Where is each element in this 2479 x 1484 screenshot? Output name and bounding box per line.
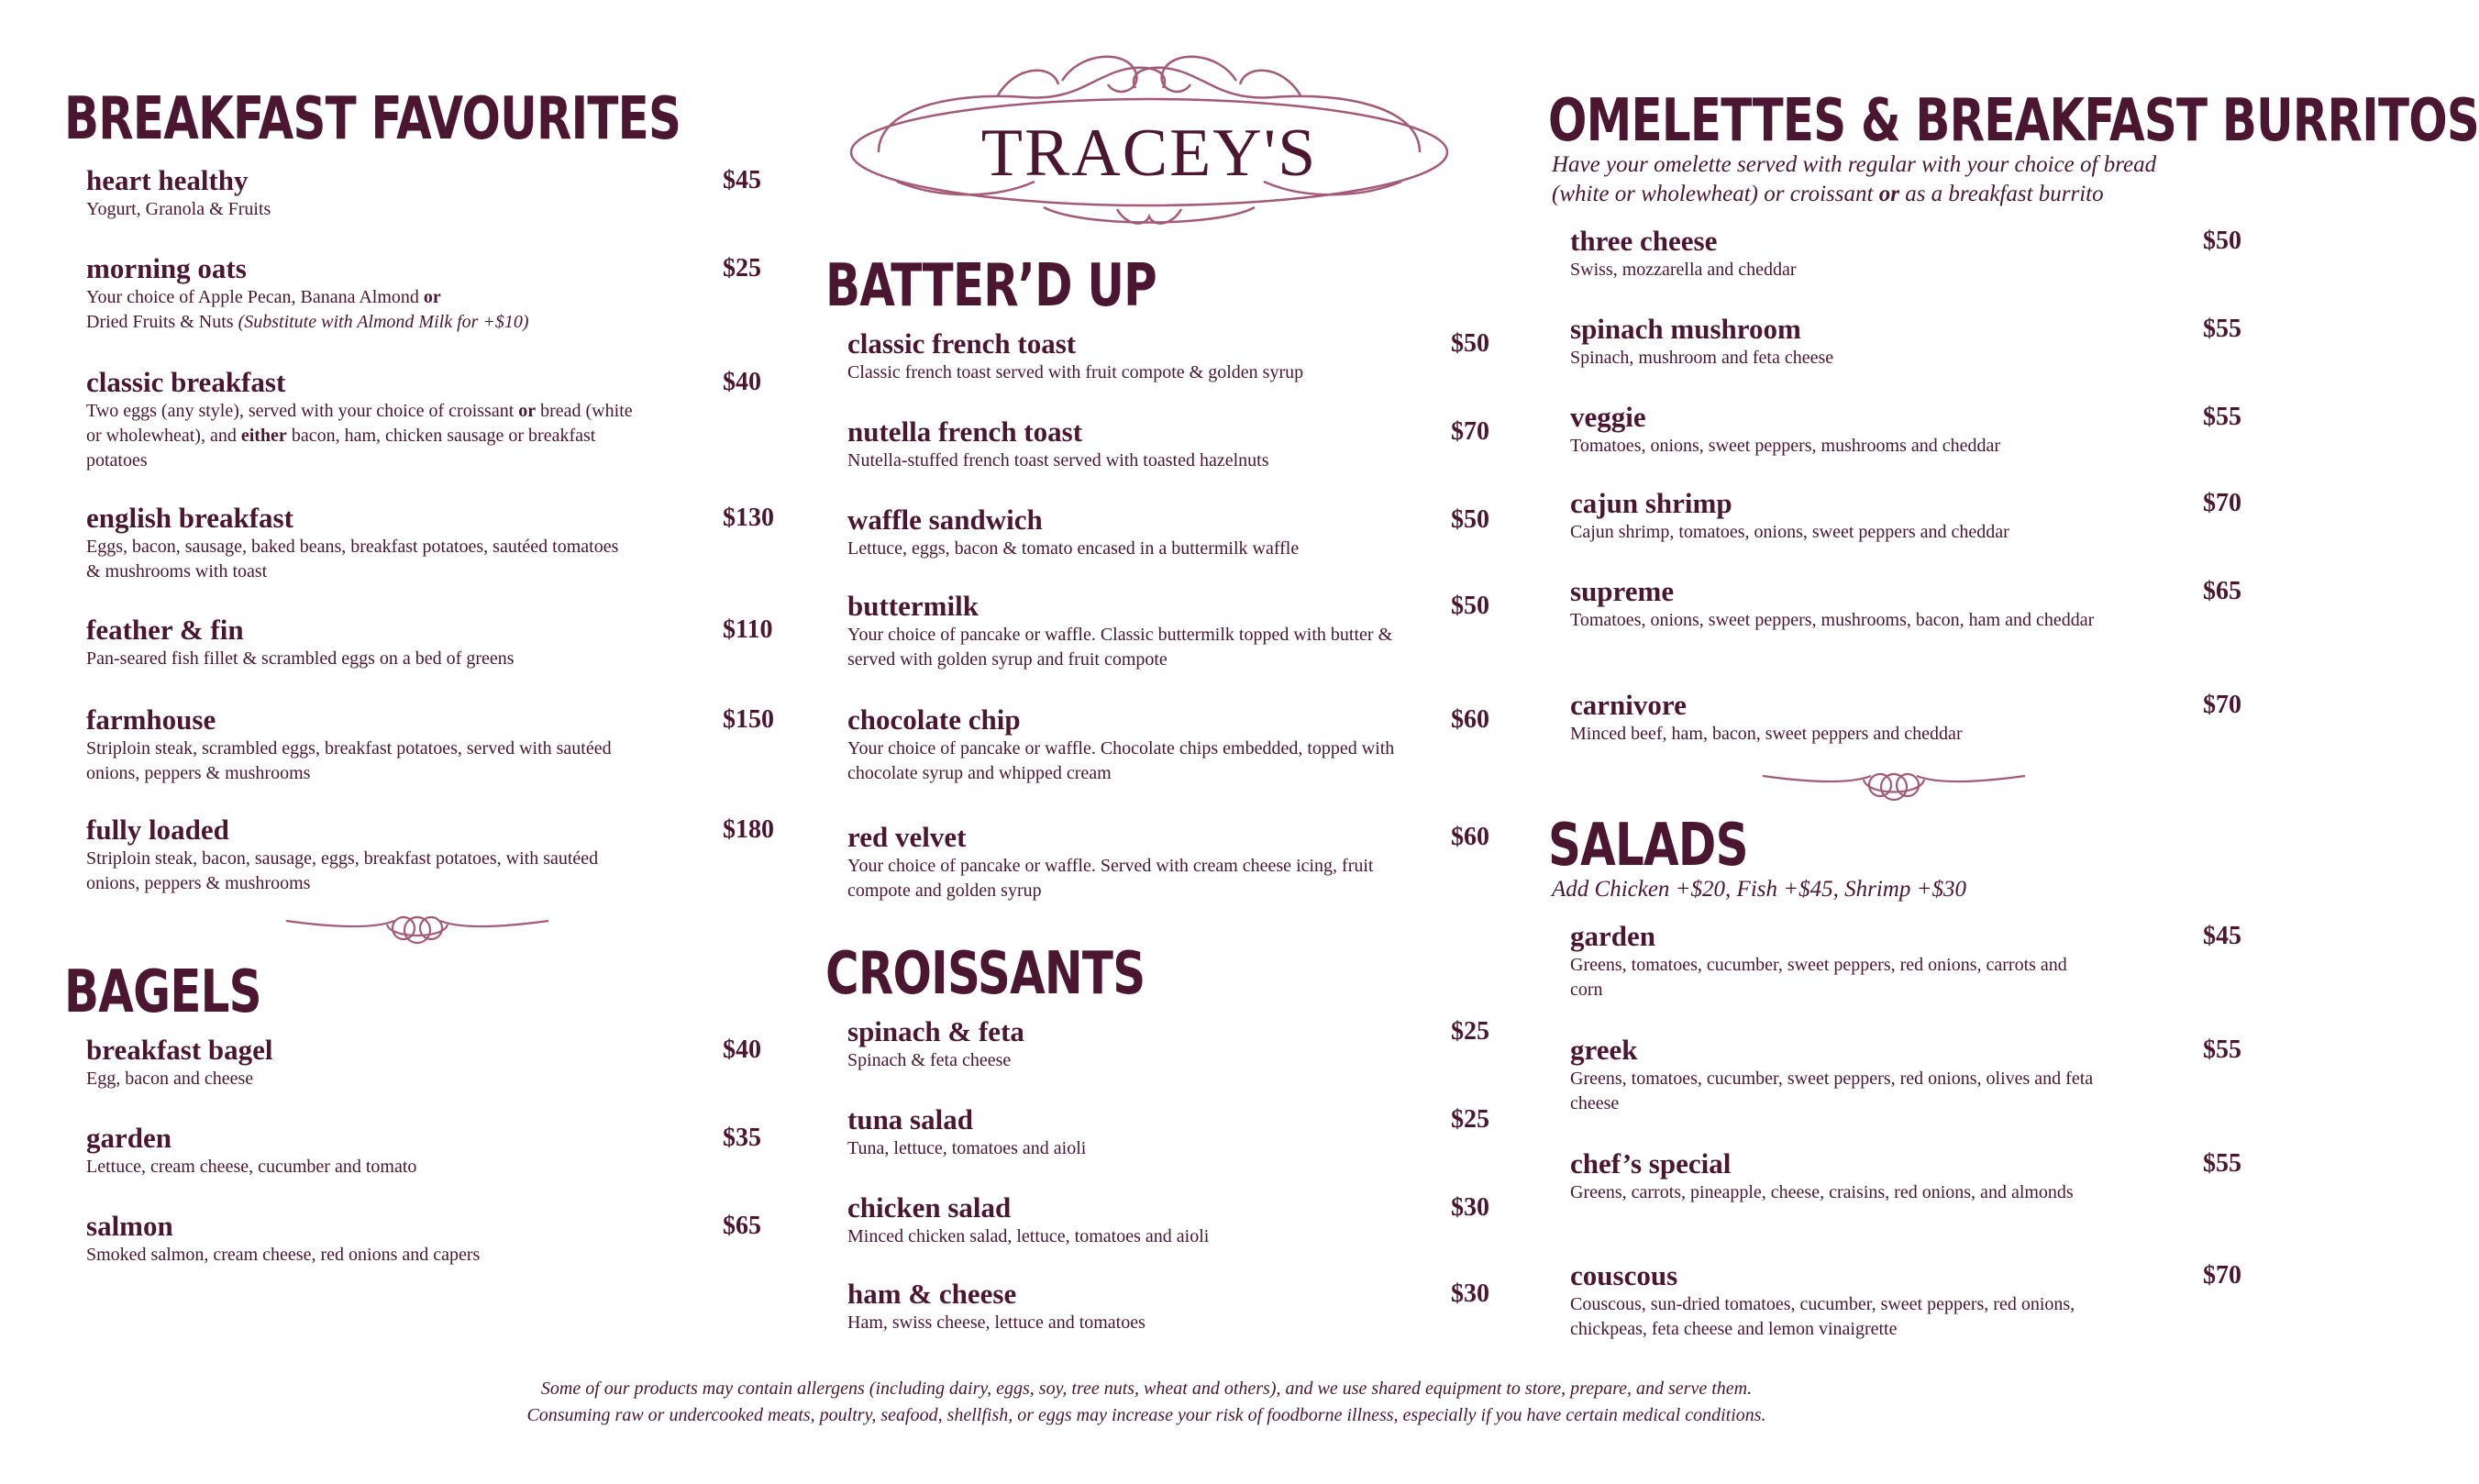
section-title-breakfast: BREAKFAST FAVOURITES — [64, 85, 681, 153]
item-price: $65 — [723, 1212, 761, 1240]
menu-item-red-velvet — [847, 821, 1489, 903]
item-description: Spinach & feta cheese — [847, 1050, 1012, 1070]
item-name: breakfast bagel — [86, 1034, 273, 1066]
divider-flourish-icon — [1761, 767, 2027, 807]
item-description: Greens, tomatoes, cucumber, sweet peppers, red onions, olives and feta cheese — [1570, 1069, 2094, 1113]
divider-flourish-icon — [284, 908, 550, 948]
item-name: garden — [86, 1122, 172, 1154]
menu-item-heart-healthy — [86, 164, 761, 222]
item-description: Lettuce, cream cheese, cucumber and tomato — [86, 1157, 417, 1177]
item-price: $70 — [2203, 691, 2241, 719]
item-price: $55 — [2203, 1035, 2241, 1064]
item-description: Striploin steak, bacon, sausage, eggs, breakfast potatoes, with sautéed onions, peppers & mushrooms — [86, 848, 599, 893]
menu-item-buttermilk — [847, 590, 1489, 672]
menu-item-garden-salad — [1570, 920, 2241, 1002]
item-price: $70 — [2203, 489, 2241, 517]
item-description: Two eggs (any style), served with your choice of croissant or bread (white or wholewheat), and either bacon, ham, chicken sausage or breakfast potatoes — [86, 401, 633, 471]
menu-item-english-breakfast — [86, 502, 774, 584]
item-description: Lettuce, eggs, bacon & tomato encased in a buttermilk waffle — [847, 538, 1300, 559]
item-description: Eggs, bacon, sausage, baked beans, breakfast potatoes, sautéed tomatoes & mushrooms with toast — [86, 537, 619, 581]
item-description: Greens, carrots, pineapple, cheese, craisins, red onions, and almonds — [1570, 1182, 2074, 1202]
item-description: Spinach, mushroom and feta cheese — [1570, 348, 1834, 368]
item-price: $70 — [1451, 417, 1489, 446]
menu-item-carnivore — [1570, 689, 2241, 747]
item-name: three cheese — [1570, 225, 1718, 257]
item-name: farmhouse — [86, 703, 216, 736]
section-title-croissants: CROISSANTS — [825, 940, 1145, 1008]
item-name: chef’s special — [1570, 1147, 1732, 1179]
section-title-omelettes: OMELETTES & BREAKFAST BURRITOS — [1548, 87, 2479, 155]
menu-item-feather-fin — [86, 614, 773, 671]
item-price: $55 — [2203, 1149, 2241, 1178]
item-description: Ham, swiss cheese, lettuce and tomatoes — [847, 1312, 1145, 1333]
item-description: Cajun shrimp, tomatoes, onions, sweet peppers and cheddar — [1570, 522, 2009, 542]
item-name: classic breakfast — [86, 366, 286, 398]
item-description: Egg, bacon and cheese — [86, 1069, 254, 1089]
item-description: Your choice of pancake or waffle. Classic buttermilk topped with butter & served with golden syrup and fruit compote — [847, 625, 1393, 670]
item-price: $70 — [2203, 1261, 2241, 1290]
item-description: Your choice of Apple Pecan, Banana Almond or Dried Fruits & Nuts (Substitute with Almond Milk for +$10) — [86, 287, 529, 332]
menu-item-supreme — [1570, 575, 2241, 633]
item-price: $50 — [2203, 227, 2241, 255]
item-price: $60 — [1451, 705, 1489, 734]
menu-item-veggie — [1570, 401, 2241, 459]
salads-subtitle: Add Chicken +$20, Fish +$45, Shrimp +$30 — [1552, 877, 1966, 902]
item-price: $55 — [2203, 403, 2241, 431]
allergen-disclaimer — [0, 1376, 2293, 1429]
logo-text: TRACEY'S — [980, 116, 1318, 191]
item-price: $40 — [723, 368, 761, 396]
disclaimer-line-2: Consuming raw or undercooked meats, poultry, seafood, shellfish, or eggs may increase your risk of foodborne illness, especially if you have certain medical conditions. — [526, 1405, 1766, 1425]
item-description: Your choice of pancake or waffle. Served with cream cheese icing, fruit compote and golden syrup — [847, 856, 1374, 901]
item-price: $25 — [1451, 1105, 1489, 1134]
item-name: greek — [1570, 1034, 1638, 1066]
item-description: Tomatoes, onions, sweet peppers, mushrooms, bacon, ham and cheddar — [1570, 610, 2095, 630]
item-name: chocolate chip — [847, 703, 1021, 736]
item-name: spinach & feta — [847, 1015, 1024, 1047]
item-price: $25 — [723, 254, 761, 282]
item-price: $35 — [723, 1124, 761, 1152]
item-price: $130 — [723, 504, 774, 532]
item-price: $45 — [723, 166, 761, 194]
item-name: supreme — [1570, 575, 1675, 607]
item-name: tuna salad — [847, 1103, 973, 1135]
menu-item-chocolate-chip — [847, 703, 1489, 786]
item-name: ham & cheese — [847, 1278, 1017, 1310]
menu-item-ham-cheese — [847, 1278, 1489, 1335]
item-price: $55 — [2203, 315, 2241, 343]
item-name: spinach mushroom — [1570, 313, 1801, 345]
menu-item-waffle-sandwich — [847, 504, 1489, 561]
item-description: Pan-seared fish fillet & scrambled eggs on a bed of greens — [86, 648, 515, 669]
menu-item-three-cheese — [1570, 225, 2241, 282]
item-description: Minced chicken salad, lettuce, tomatoes and aioli — [847, 1226, 1210, 1246]
menu-item-chefs-special — [1570, 1147, 2241, 1205]
menu-item-garden-bagel — [86, 1122, 761, 1179]
item-price: $150 — [723, 705, 774, 734]
section-title-batterd-up: BATTER’D UP — [825, 252, 1156, 320]
item-description: Classic french toast served with fruit compote & golden syrup — [847, 362, 1304, 382]
item-name: chicken salad — [847, 1191, 1012, 1224]
item-description: Striploin steak, scrambled eggs, breakfast potatoes, served with sautéed onions, peppers & mushrooms — [86, 738, 612, 783]
item-description: Smoked salmon, cream cheese, red onions and capers — [86, 1245, 481, 1265]
item-price: $180 — [723, 815, 774, 844]
menu-item-classic-french-toast — [847, 327, 1489, 385]
item-price: $65 — [2203, 577, 2241, 605]
item-name: couscous — [1570, 1259, 1678, 1291]
item-name: carnivore — [1570, 689, 1687, 721]
item-description: Greens, tomatoes, cucumber, sweet peppers, red onions, carrots and corn — [1570, 955, 2067, 1000]
item-name: garden — [1570, 920, 1655, 952]
item-price: $30 — [1451, 1279, 1489, 1308]
item-name: waffle sandwich — [847, 504, 1043, 536]
item-name: cajun shrimp — [1570, 487, 1732, 519]
restaurant-logo — [842, 44, 1456, 237]
item-name: english breakfast — [86, 502, 293, 534]
menu-item-couscous — [1570, 1259, 2241, 1342]
item-price: $50 — [1451, 329, 1489, 358]
menu-item-fully-loaded — [86, 814, 774, 896]
omelettes-subtitle: Have your omelette served with regular with your choice of bread (white or wholewheat) or croissant or as a breakfast burrito — [1552, 152, 2157, 206]
item-price: $25 — [1451, 1017, 1489, 1046]
item-name: veggie — [1570, 401, 1646, 433]
section-title-salads: SALADS — [1548, 812, 1748, 880]
menu-item-farmhouse — [86, 703, 774, 786]
item-description: Minced beef, ham, bacon, sweet peppers and cheddar — [1570, 724, 1963, 744]
item-name: classic french toast — [847, 327, 1077, 360]
item-price: $60 — [1451, 823, 1489, 851]
item-description: Swiss, mozzarella and cheddar — [1570, 260, 1797, 280]
disclaimer-line-1: Some of our products may contain allergens (including dairy, eggs, soy, tree nuts, wheat and others), and we use shared equipment to store, prepare, and serve them. — [540, 1379, 1753, 1399]
item-name: nutella french toast — [847, 415, 1083, 448]
item-name: morning oats — [86, 252, 247, 284]
item-description: Yogurt, Granola & Fruits — [86, 199, 271, 219]
item-name: fully loaded — [86, 814, 229, 846]
item-name: buttermilk — [847, 590, 979, 622]
item-description: Tuna, lettuce, tomatoes and aioli — [847, 1138, 1087, 1158]
item-price: $50 — [1451, 505, 1489, 534]
menu-item-breakfast-bagel — [86, 1034, 761, 1091]
menu-item-spinach-feta — [847, 1015, 1489, 1073]
item-price: $50 — [1451, 592, 1489, 620]
item-name: red velvet — [847, 821, 967, 853]
item-description: Tomatoes, onions, sweet peppers, mushrooms and cheddar — [1570, 436, 2001, 456]
menu-item-tuna-salad — [847, 1103, 1489, 1161]
item-name: salmon — [86, 1210, 173, 1242]
menu-item-spinach-mushroom — [1570, 313, 2241, 371]
item-price: $40 — [723, 1035, 761, 1064]
menu-item-greek-salad — [1570, 1034, 2241, 1116]
item-name: feather & fin — [86, 614, 244, 646]
menu-item-chicken-salad — [847, 1191, 1489, 1249]
menu-item-morning-oats — [86, 252, 761, 335]
menu-item-cajun-shrimp — [1570, 487, 2241, 545]
item-description: Nutella-stuffed french toast served with toasted hazelnuts — [847, 450, 1269, 471]
menu-item-salmon-bagel — [86, 1210, 761, 1268]
item-description: Couscous, sun-dried tomatoes, cucumber, sweet peppers, red onions, chickpeas, feta cheese and lemon vinaigrette — [1570, 1294, 2075, 1339]
item-description: Your choice of pancake or waffle. Chocolate chips embedded, topped with chocolate syrup and whipped cream — [847, 738, 1395, 783]
item-name: heart healthy — [86, 164, 249, 196]
item-price: $30 — [1451, 1193, 1489, 1222]
item-price: $110 — [723, 615, 773, 644]
menu-item-nutella-french-toast — [847, 415, 1489, 473]
item-price: $45 — [2203, 922, 2241, 950]
menu-item-classic-breakfast — [86, 366, 761, 473]
section-title-bagels: BAGELS — [64, 958, 261, 1026]
